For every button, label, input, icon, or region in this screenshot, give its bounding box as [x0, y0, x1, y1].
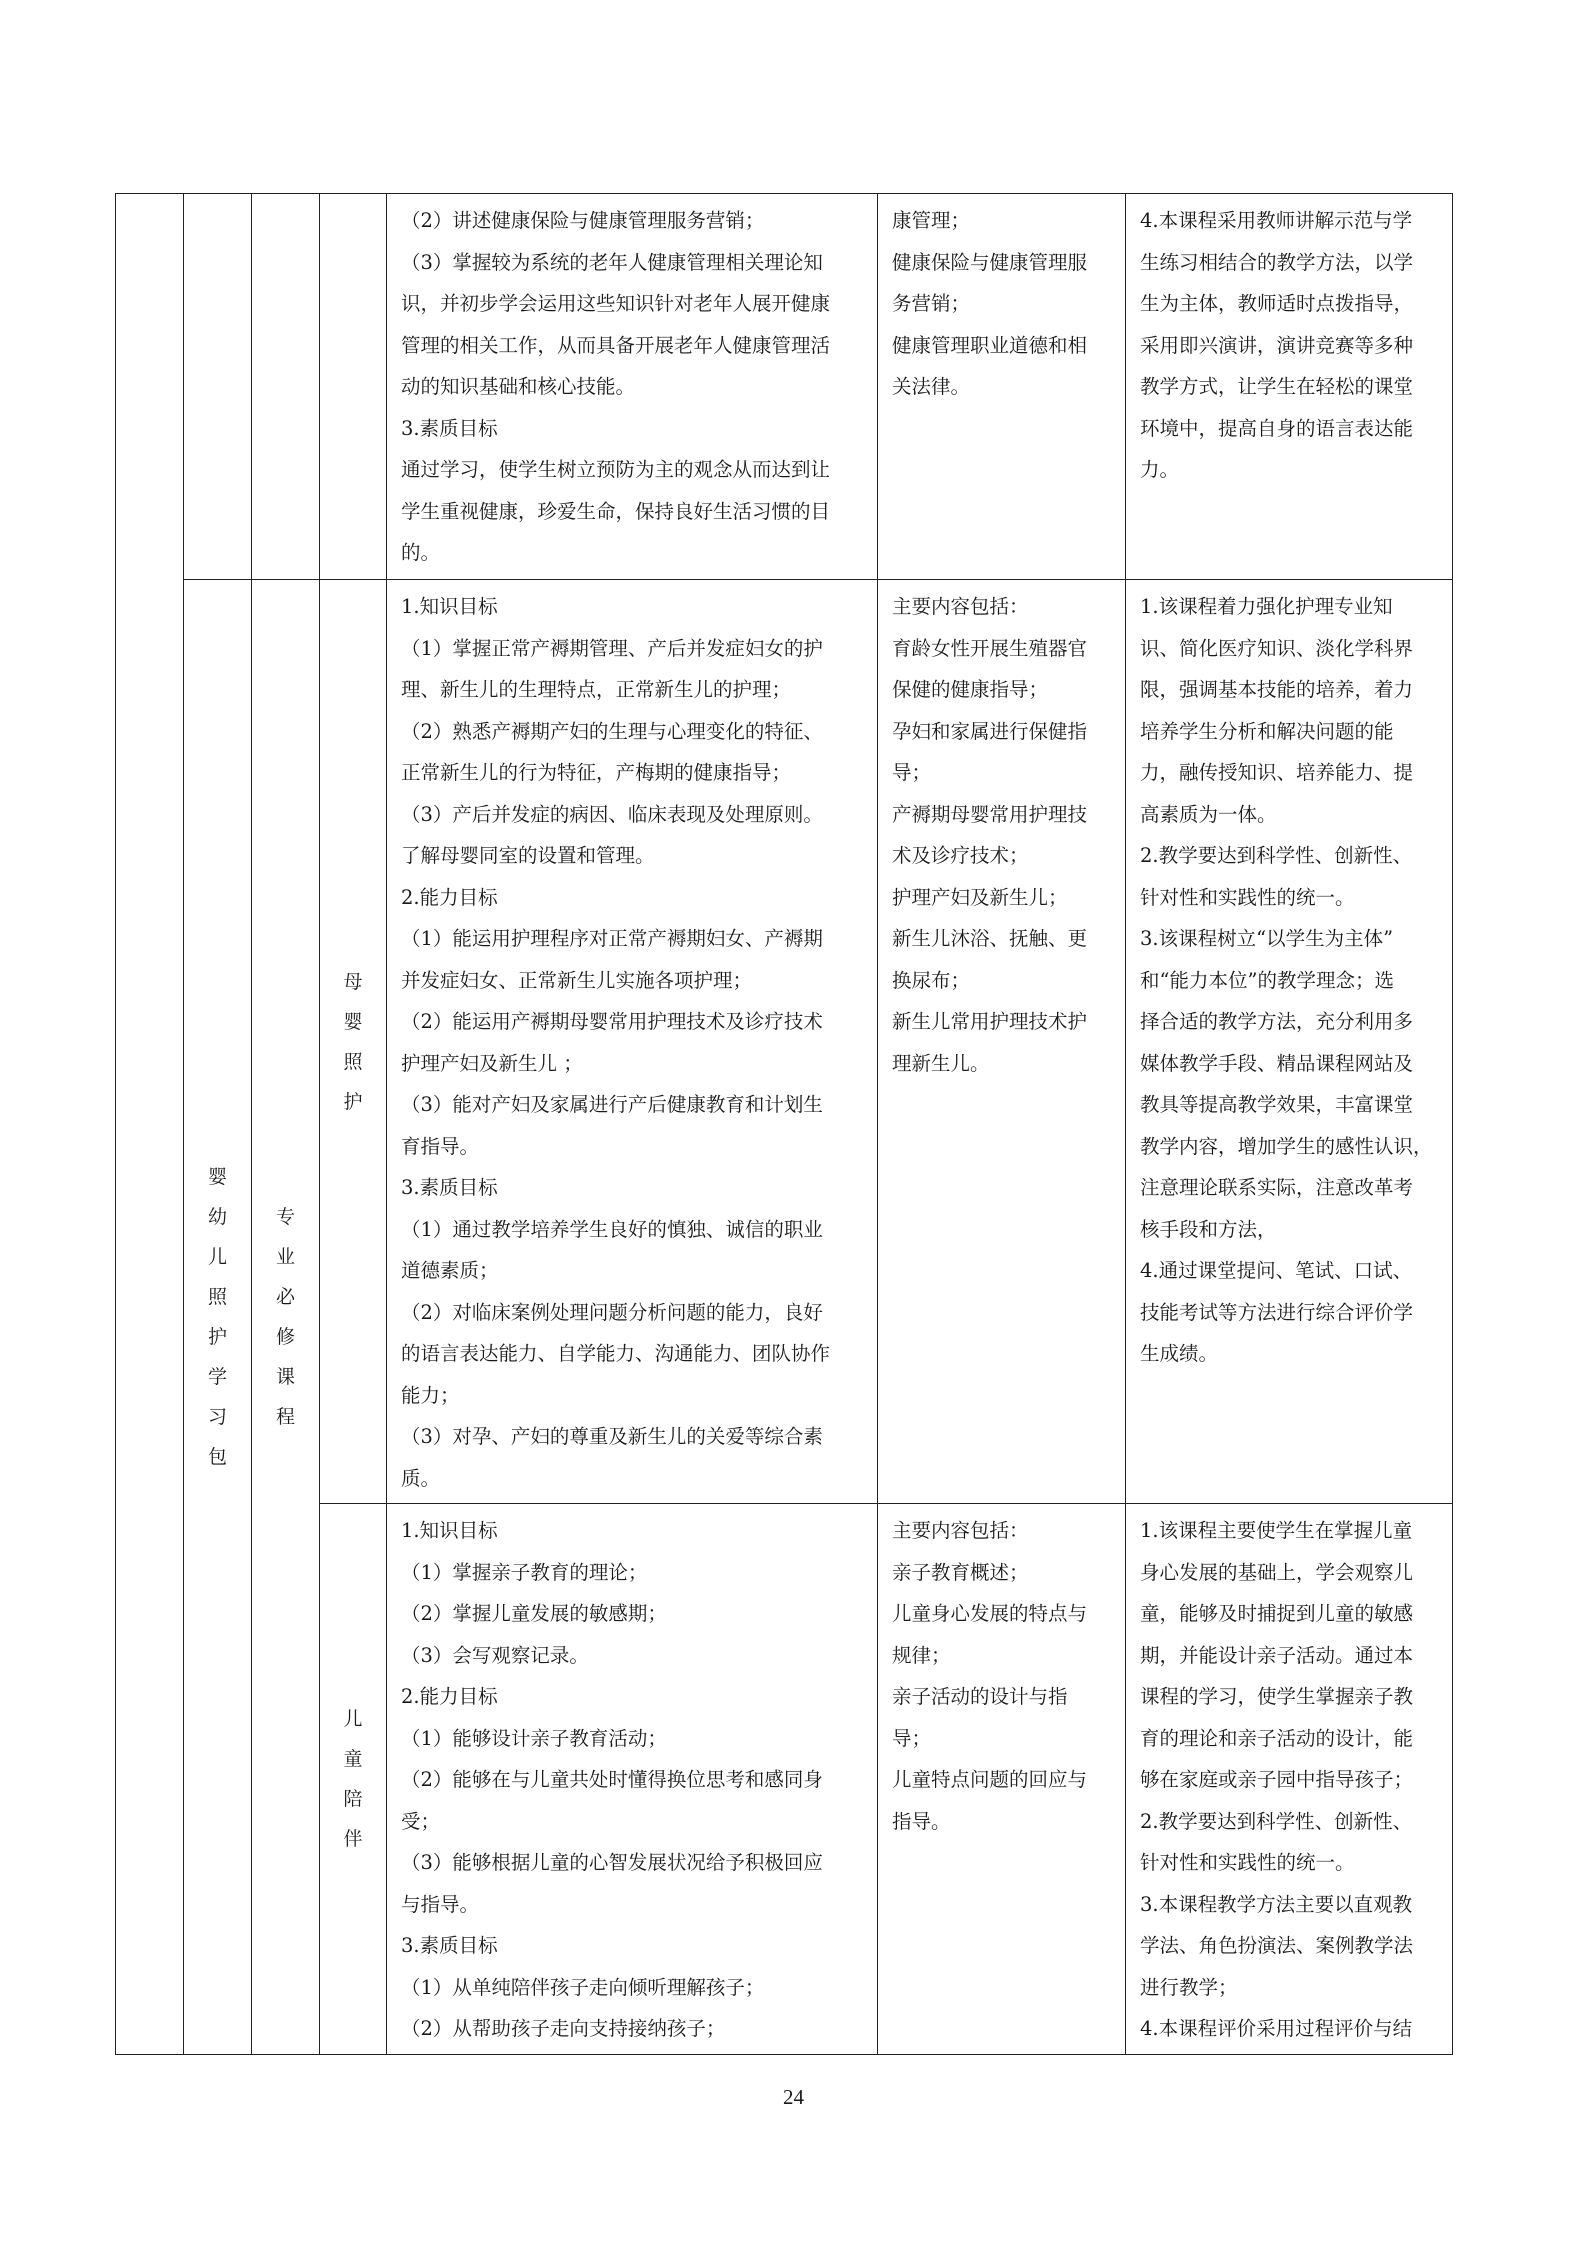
- text-line: 2.能力目标: [401, 1685, 498, 1708]
- text-line: 识，并初步学会运用这些知识针对老年人展开健康: [401, 292, 831, 315]
- content-cell: [878, 580, 1126, 1504]
- text-line: 受；: [401, 1809, 441, 1833]
- text-line: 健康保险与健康管理服: [892, 250, 1088, 274]
- text-line: 3.素质目标: [401, 1176, 498, 1199]
- text-line: 导；: [892, 761, 932, 784]
- category-cell-top: [252, 194, 320, 580]
- text-line: 指导。: [892, 1809, 951, 1833]
- text-line: 护理产妇及新生儿 ；: [401, 1051, 583, 1075]
- text-line: 了解母婴同室的设置和管理。: [401, 844, 655, 867]
- text-line: 亲子活动的设计与指: [892, 1685, 1068, 1708]
- text-line: 力，融传授知识、培养能力、提: [1140, 761, 1414, 784]
- text-line: 质。: [401, 1466, 441, 1490]
- vertical-char: 儿: [207, 1245, 227, 1268]
- text-line: （3）会写观察记录。: [401, 1643, 589, 1667]
- text-line: 2.教学要达到科学性、创新性、: [1140, 844, 1413, 867]
- text-line: 教学内容，增加学生的感性认识，: [1140, 1134, 1433, 1158]
- row-health-management: [116, 194, 1453, 580]
- objectives-cell: [387, 1504, 878, 2055]
- text-line: （1）掌握亲子教育的理论；: [401, 1560, 648, 1584]
- text-line: （3）能够根据儿童的心智发展状况给予积极回应: [401, 1851, 823, 1874]
- text-line: 规律；: [892, 1643, 951, 1667]
- course-name-cell: [320, 1504, 387, 2055]
- curriculum-table: [115, 193, 1453, 2055]
- vertical-char: 护: [343, 1090, 363, 1113]
- text-line: 理、新生儿的生理特点，正常新生儿的护理；: [401, 678, 792, 701]
- text-line: 生为主体，教师适时点拨指导，: [1140, 292, 1414, 315]
- text-line: （2）能够在与儿童共处时懂得换位思考和感同身: [401, 1768, 823, 1791]
- text-line: 道德素质；: [401, 1259, 499, 1282]
- text-line: 3.素质目标: [401, 1934, 498, 1957]
- text-line: （2）对临床案例处理问题分析问题的能力，良好: [401, 1300, 823, 1324]
- vertical-char: 童: [343, 1747, 363, 1770]
- text-line: （2）掌握儿童发展的敏感期；: [401, 1602, 667, 1625]
- text-line: 的语言表达能力、自学能力、沟通能力、团队协作: [401, 1342, 831, 1365]
- text-line: （1）掌握正常产褥期管理、产后并发症妇女的护: [401, 636, 823, 660]
- text-line: 择合适的教学方法，充分利用多: [1140, 1010, 1414, 1033]
- course-name-cell-top: [320, 194, 387, 580]
- text-line: 环境中，提高自身的语言表达能: [1140, 416, 1414, 440]
- text-line: 媒体教学手段、精品课程网站及: [1140, 1051, 1414, 1075]
- text-line: 课程的学习，使学生掌握亲子教: [1140, 1685, 1414, 1708]
- text-line: 护理产妇及新生儿；: [892, 885, 1068, 909]
- text-line: 新生儿沐浴、抚触、更: [892, 927, 1088, 950]
- text-line: （2）能运用产褥期母婴常用护理技术及诊疗技术: [401, 1010, 823, 1033]
- vertical-char: 修: [275, 1325, 295, 1348]
- vertical-char: 学: [207, 1365, 227, 1388]
- text-line: （2）讲述健康保险与健康管理服务营销；: [401, 209, 765, 232]
- vertical-char: 护: [207, 1325, 227, 1348]
- text-line: 新生儿常用护理技术护: [892, 1010, 1088, 1033]
- vertical-char: 课: [275, 1365, 295, 1388]
- text-line: 理新生儿。: [892, 1051, 990, 1075]
- vertical-char: 必: [275, 1285, 295, 1308]
- text-line: （2）从帮助孩子走向支持接纳孩子；: [401, 2017, 726, 2040]
- text-line: 康管理；: [892, 209, 971, 232]
- text-line: 的。: [401, 541, 441, 564]
- text-line: 够在家庭或亲子园中指导孩子；: [1140, 1768, 1414, 1791]
- vertical-char: 习: [207, 1405, 227, 1428]
- text-line: 和“能力本位”的教学理念；选: [1140, 968, 1394, 992]
- text-line: 保健的健康指导；: [892, 678, 1049, 701]
- text-line: 生成绩。: [1140, 1342, 1219, 1365]
- text-line: 4.本课程采用教师讲解示范与学: [1140, 209, 1413, 232]
- content-cell: [878, 194, 1126, 580]
- text-line: （3）能对产妇及家属进行产后健康教育和计划生: [401, 1093, 823, 1116]
- text-line: 与指导。: [401, 1892, 480, 1916]
- text-line: 针对性和实践性的统一。: [1140, 885, 1355, 909]
- text-line: 1.该课程着力强化护理专业知: [1140, 595, 1393, 618]
- vertical-char: 婴: [343, 1010, 363, 1033]
- text-line: 童，能够及时捕捉到儿童的敏感: [1140, 1602, 1414, 1625]
- text-line: 进行教学；: [1140, 1975, 1238, 1999]
- content-cell: [878, 1504, 1126, 2055]
- text-line: 培养学生分析和解决问题的能: [1140, 719, 1394, 743]
- vertical-char: 陪: [343, 1787, 363, 1810]
- course-name-mother-infant: [343, 962, 362, 1122]
- text-line: 主要内容包括：: [892, 1519, 1029, 1542]
- objectives-cell: [387, 194, 878, 580]
- vertical-char: 照: [343, 1050, 363, 1073]
- requirements-cell: [1126, 194, 1453, 580]
- package-name: [208, 1157, 227, 1477]
- package-name-cell: [184, 580, 252, 2055]
- page-number: 24: [783, 2085, 804, 2109]
- text-line: 正常新生儿的行为特征，产梅期的健康指导；: [401, 761, 792, 784]
- text-line: 力。: [1140, 458, 1180, 481]
- vertical-char: 程: [275, 1405, 295, 1428]
- course-name-cell: [320, 580, 387, 1504]
- text-line: 4.本课程评价采用过程评价与结: [1140, 2017, 1413, 2040]
- text-line: （3）产后并发症的病因、临床表现及处理原则。: [401, 802, 823, 826]
- text-line: 导；: [892, 1726, 932, 1750]
- text-line: （3）对孕、产妇的尊重及新生儿的关爱等综合素: [401, 1425, 823, 1448]
- vertical-char: 照: [207, 1285, 227, 1308]
- vertical-char: 业: [275, 1245, 295, 1268]
- text-line: 教具等提高教学效果，丰富课堂: [1140, 1093, 1414, 1116]
- text-line: 产褥期母婴常用护理技: [892, 802, 1088, 826]
- text-line: 1.该课程主要使学生在掌握儿童: [1140, 1519, 1413, 1542]
- text-line: 亲子教育概述；: [892, 1560, 1029, 1584]
- text-line: 儿童特点问题的回应与: [892, 1768, 1088, 1791]
- objectives-cell: [387, 580, 878, 1504]
- text-line: 注意理论联系实际，注意改革考: [1140, 1176, 1414, 1199]
- vertical-char: 婴: [207, 1165, 227, 1188]
- text-line: 身心发展的基础上，学会观察儿: [1140, 1560, 1414, 1584]
- requirements-cell: [1126, 580, 1453, 1504]
- text-line: （2）熟悉产褥期产妇的生理与心理变化的特征、: [401, 719, 823, 743]
- text-line: 通过学习，使学生树立预防为主的观念从而达到让: [401, 458, 831, 481]
- text-line: 3.本课程教学方法主要以直观教: [1140, 1892, 1413, 1916]
- text-line: 健康管理职业道德和相: [892, 333, 1088, 357]
- text-line: 主要内容包括：: [892, 595, 1029, 618]
- text-line: 4.通过课堂提问、笔试、口试、: [1140, 1259, 1413, 1282]
- text-line: 务营销；: [892, 292, 971, 315]
- requirements-cell: [1126, 1504, 1453, 2055]
- text-line: 2.教学要达到科学性、创新性、: [1140, 1809, 1413, 1833]
- text-line: 1.知识目标: [401, 1519, 498, 1542]
- text-line: 换尿布；: [892, 968, 971, 992]
- text-line: 术及诊疗技术；: [892, 844, 1029, 867]
- text-line: 生练习相结合的教学方法，以学: [1140, 250, 1414, 274]
- vertical-char: 儿: [343, 1707, 363, 1730]
- text-line: 能力；: [401, 1383, 460, 1407]
- text-line: （1）通过教学培养学生良好的慎独、诚信的职业: [401, 1217, 823, 1241]
- text-line: 采用即兴演讲，演讲竞赛等多种: [1140, 333, 1414, 357]
- vertical-char: 专: [275, 1205, 295, 1228]
- text-line: 儿童身心发展的特点与: [892, 1602, 1088, 1625]
- blank-first-column: [116, 194, 184, 2055]
- text-line: 限，强调基本技能的培养，着力: [1140, 678, 1414, 701]
- text-line: 孕妇和家属进行保健指: [892, 719, 1088, 743]
- text-line: （3）掌握较为系统的老年人健康管理相关理论知: [401, 250, 823, 274]
- text-line: 关法律。: [892, 375, 971, 398]
- text-line: 管理的相关工作，从而具备开展老年人健康管理活: [401, 333, 831, 357]
- text-line: 教学方式，让学生在轻松的课堂: [1140, 375, 1414, 398]
- text-line: 学法、角色扮演法、案例教学法: [1140, 1934, 1414, 1957]
- course-category-cell: [252, 580, 320, 2055]
- text-line: 育的理论和亲子活动的设计，能: [1140, 1726, 1414, 1750]
- vertical-char: 包: [207, 1445, 227, 1468]
- text-line: 2.能力目标: [401, 885, 498, 909]
- vertical-char: 母: [343, 970, 363, 993]
- text-line: 并发症妇女、正常新生儿实施各项护理；: [401, 968, 753, 992]
- text-line: 期，并能设计亲子活动。通过本: [1140, 1643, 1414, 1667]
- vertical-char: 伴: [343, 1827, 363, 1850]
- text-line: 识、简化医疗知识、淡化学科界: [1140, 636, 1414, 660]
- text-line: 3.该课程树立“以学生为主体”: [1140, 927, 1394, 950]
- text-line: 核手段和方法，: [1140, 1217, 1277, 1241]
- text-line: 技能考试等方法进行综合评价学: [1140, 1300, 1414, 1324]
- row-mother-infant-care: [116, 580, 1453, 1504]
- course-name-child-companion: [343, 1699, 362, 1859]
- text-line: 高素质为一体。: [1140, 802, 1277, 826]
- text-line: 动的知识基础和核心技能。: [401, 375, 636, 398]
- text-line: 针对性和实践性的统一。: [1140, 1851, 1355, 1874]
- text-line: （1）能够设计亲子教育活动；: [401, 1726, 667, 1750]
- course-category: [276, 1197, 295, 1437]
- text-line: （1）从单纯陪伴孩子走向倾听理解孩子；: [401, 1975, 765, 1999]
- text-line: 3.素质目标: [401, 416, 498, 440]
- text-line: 育指导。: [401, 1134, 480, 1158]
- vertical-char: 幼: [207, 1205, 227, 1228]
- package-cell-top: [184, 194, 252, 580]
- text-line: 1.知识目标: [401, 595, 498, 618]
- text-line: （1）能运用护理程序对正常产褥期妇女、产褥期: [401, 927, 823, 950]
- text-line: 学生重视健康，珍爱生命，保持良好生活习惯的目: [401, 499, 831, 523]
- text-line: 育龄女性开展生殖器官: [892, 636, 1088, 660]
